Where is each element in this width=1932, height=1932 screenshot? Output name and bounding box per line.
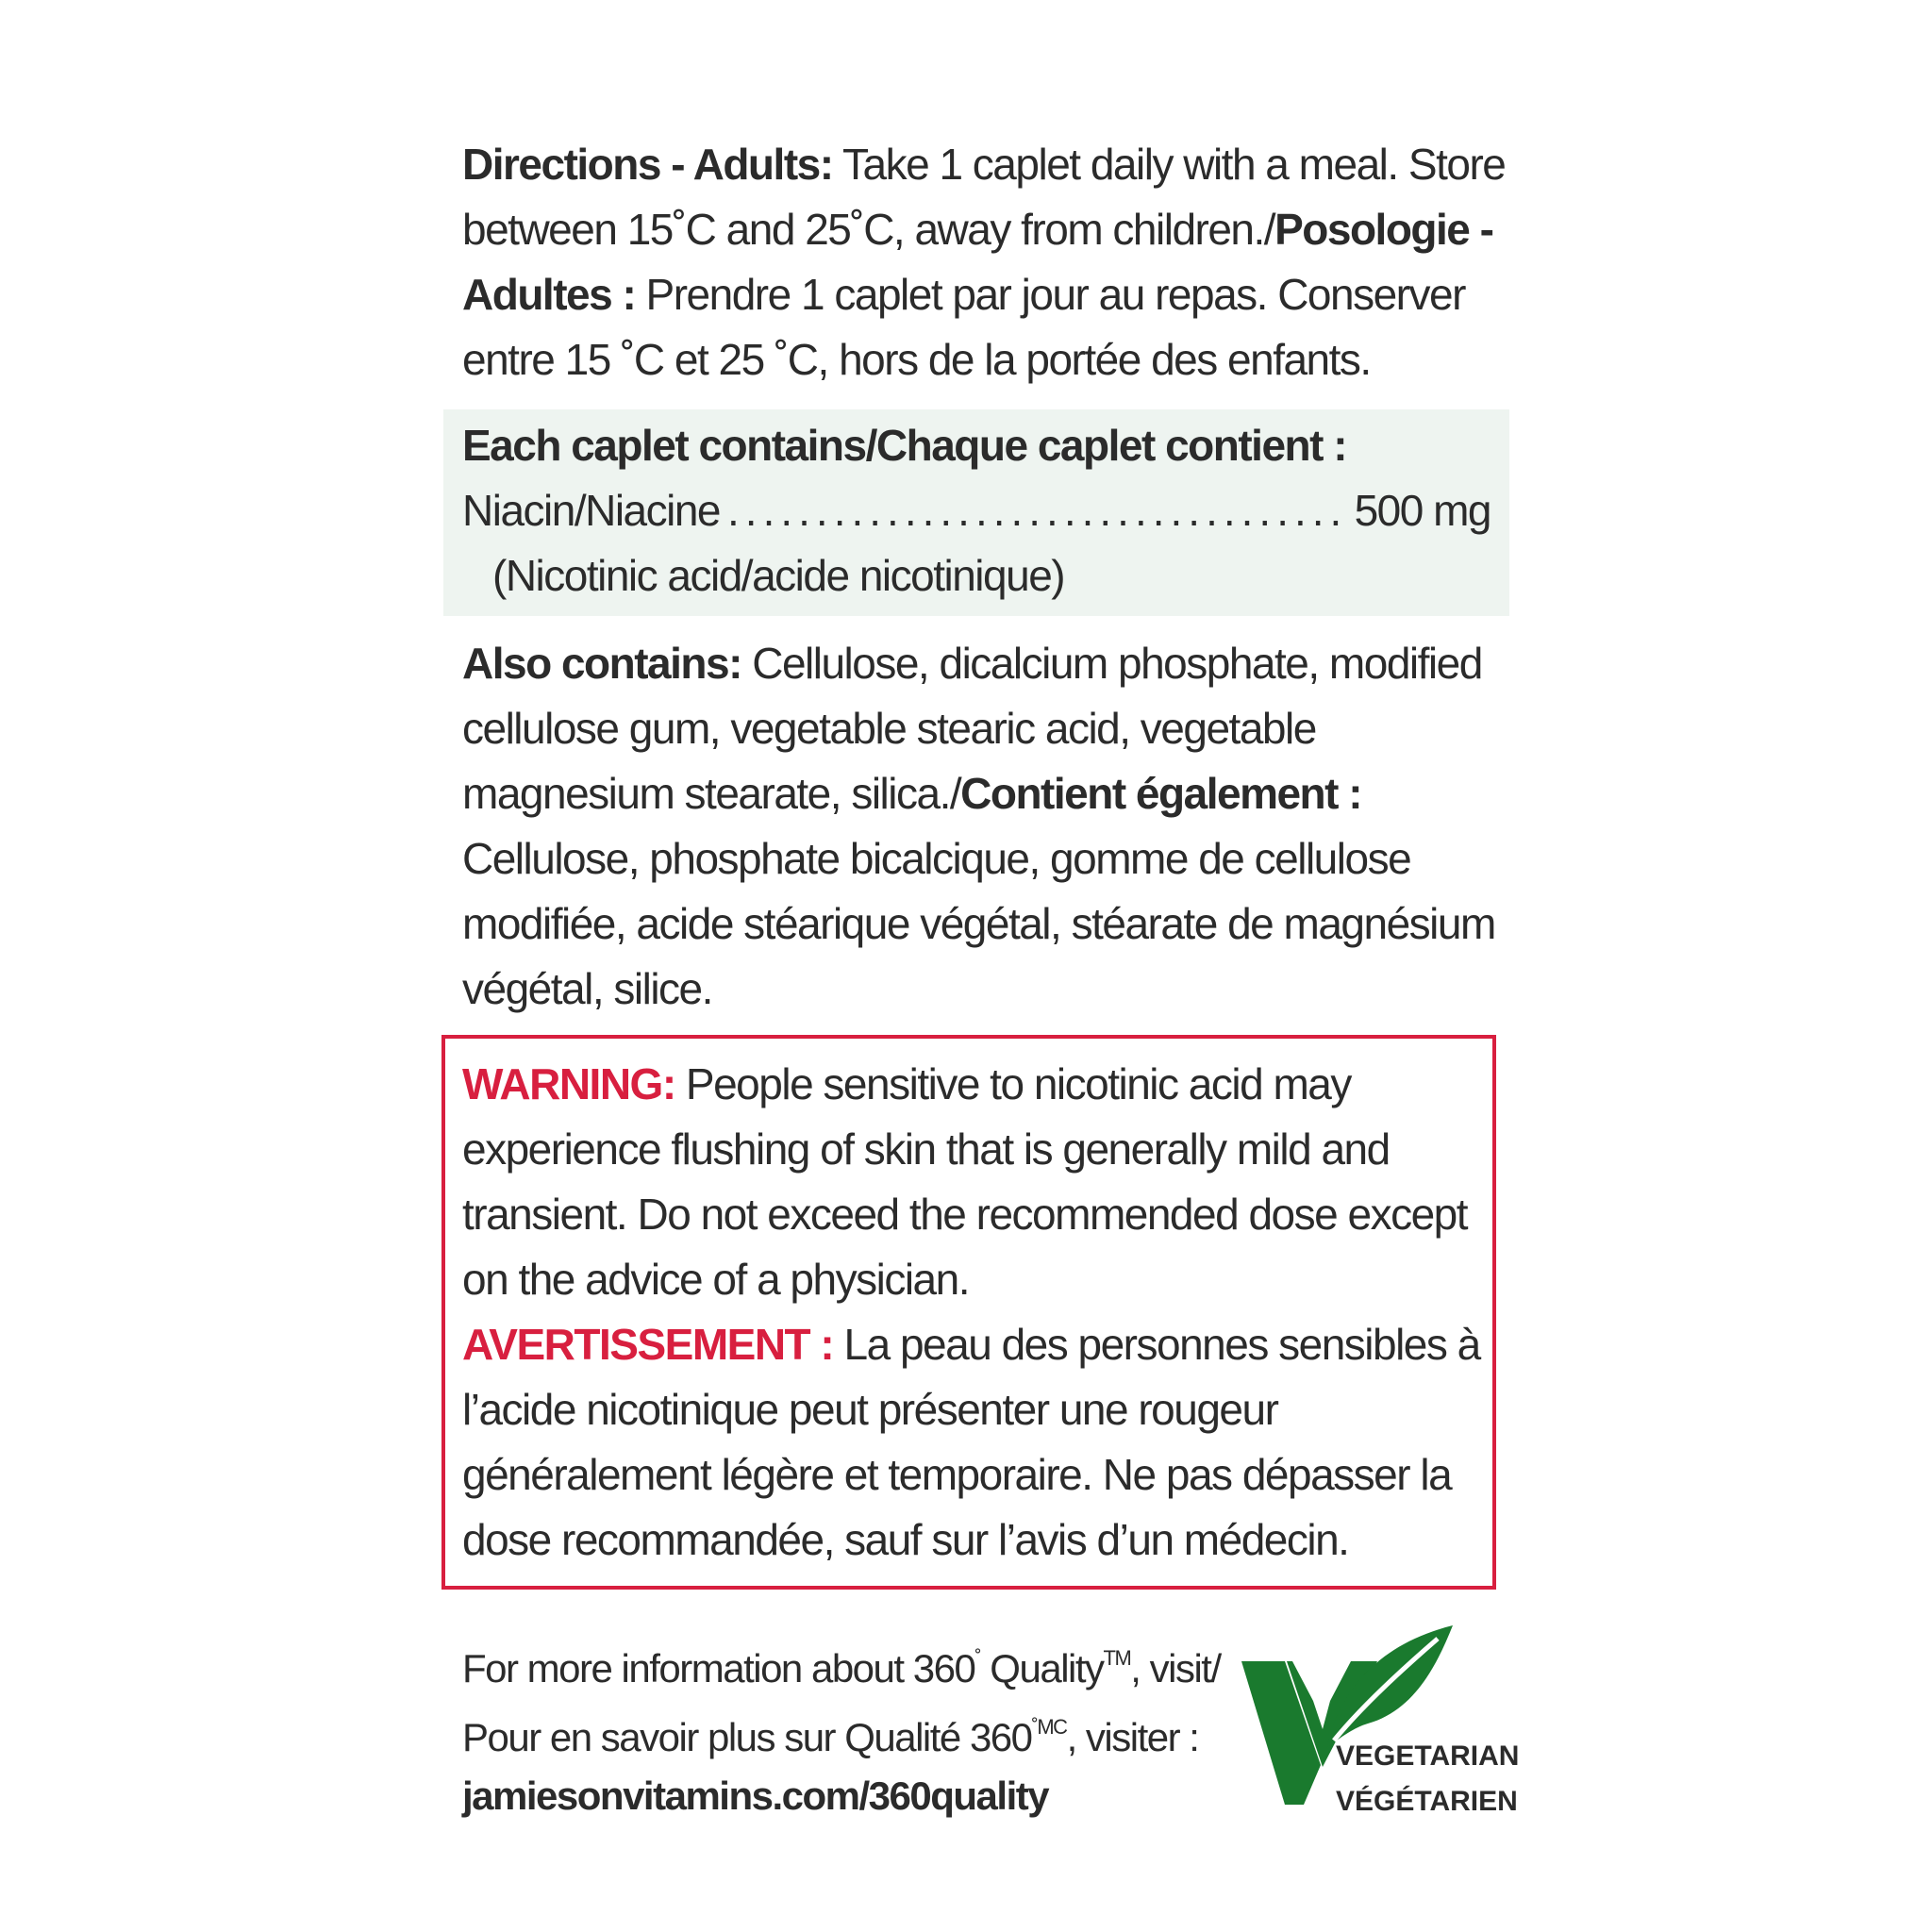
- warning-fr: [445, 1312, 1492, 1573]
- warning-text-fr: La peau des personnes sensibles à l’acide nicotinique peut présenter une rougeur généralement légère et temporaire. Ne pas dépasser la dose recommandée, sauf sur l’avis d’un médecin.: [462, 1320, 1480, 1564]
- marque-mark: ˚MC: [1031, 1715, 1067, 1739]
- trademark-mark: TM: [1103, 1646, 1131, 1670]
- footer-line-en-c: , visit/: [1130, 1646, 1221, 1690]
- ingredients-panel: [443, 409, 1509, 616]
- directions-text-en: Take 1 caplet daily with a meal. Store between 15˚C and 25˚C, away from children./: [462, 140, 1506, 254]
- directions-label-fr: Posologie - Adultes :: [462, 205, 1493, 319]
- directions-text-fr: Prendre 1 caplet par jour au repas. Conserver entre 15 ˚C et 25 ˚C, hors de la portée des enfants.: [462, 270, 1465, 384]
- nutrient-amount: 500 mg: [1354, 486, 1491, 535]
- footer-degree: ˚: [974, 1646, 981, 1670]
- nutrient-row: [443, 478, 1509, 543]
- nutrient-source: (Nicotinic acid/acide nicotinique): [492, 551, 1065, 600]
- directions-section: [443, 132, 1509, 392]
- warning-label-en: WARNING:: [462, 1059, 675, 1108]
- footer-line-fr-a: Pour en savoir plus sur Qualité 360: [462, 1715, 1032, 1759]
- also-contains-text-en: Cellulose, dicalcium phosphate, modified cellulose gum, vegetable stearic acid, vegetable magnesium stearate, silica./: [462, 639, 1482, 818]
- warning-text-en: People sensitive to nicotinic acid may experience flushing of skin that is generally mild and transient. Do not exceed the recommended dose except on the advice of a physician.: [462, 1059, 1468, 1304]
- also-contains-section: [443, 631, 1509, 1022]
- warning-box: [441, 1035, 1496, 1590]
- footer: [443, 1629, 1520, 1818]
- website-url-text: jamiesonvitamins.com/360quality: [462, 1774, 1049, 1818]
- nutrient-name: Niacin/Niacine: [462, 486, 721, 535]
- vegetarian-text-fr: VÉGÉTARIEN: [1336, 1786, 1518, 1817]
- supplement-label: [443, 132, 1520, 1818]
- warning-label-fr: AVERTISSEMENT :: [462, 1320, 834, 1369]
- also-contains-label-fr: Contient également :: [960, 769, 1362, 818]
- leader-dots: [727, 478, 1347, 543]
- directions-label-en: Directions - Adults:: [462, 140, 833, 189]
- ingredients-heading: [443, 413, 1509, 478]
- footer-line-fr-b: , visiter :: [1066, 1715, 1199, 1759]
- vegetarian-badge-icon: [1236, 1607, 1509, 1814]
- footer-line-en-a: For more information about 360: [462, 1646, 975, 1690]
- v-shape-icon: [1241, 1661, 1321, 1805]
- ingredients-heading-text: Each caplet contains/Chaque caplet contient :: [462, 421, 1347, 470]
- footer-line-en-b: Quality: [980, 1646, 1104, 1690]
- also-contains-label-en: Also contains:: [462, 639, 741, 688]
- vegetarian-text-en: VEGETARIAN: [1336, 1740, 1520, 1772]
- warning-en: [445, 1052, 1492, 1312]
- also-contains-text-fr: Cellulose, phosphate bicalcique, gomme de cellulose modifiée, acide stéarique végétal, stéarate de magnésium végétal, silice.: [462, 834, 1495, 1013]
